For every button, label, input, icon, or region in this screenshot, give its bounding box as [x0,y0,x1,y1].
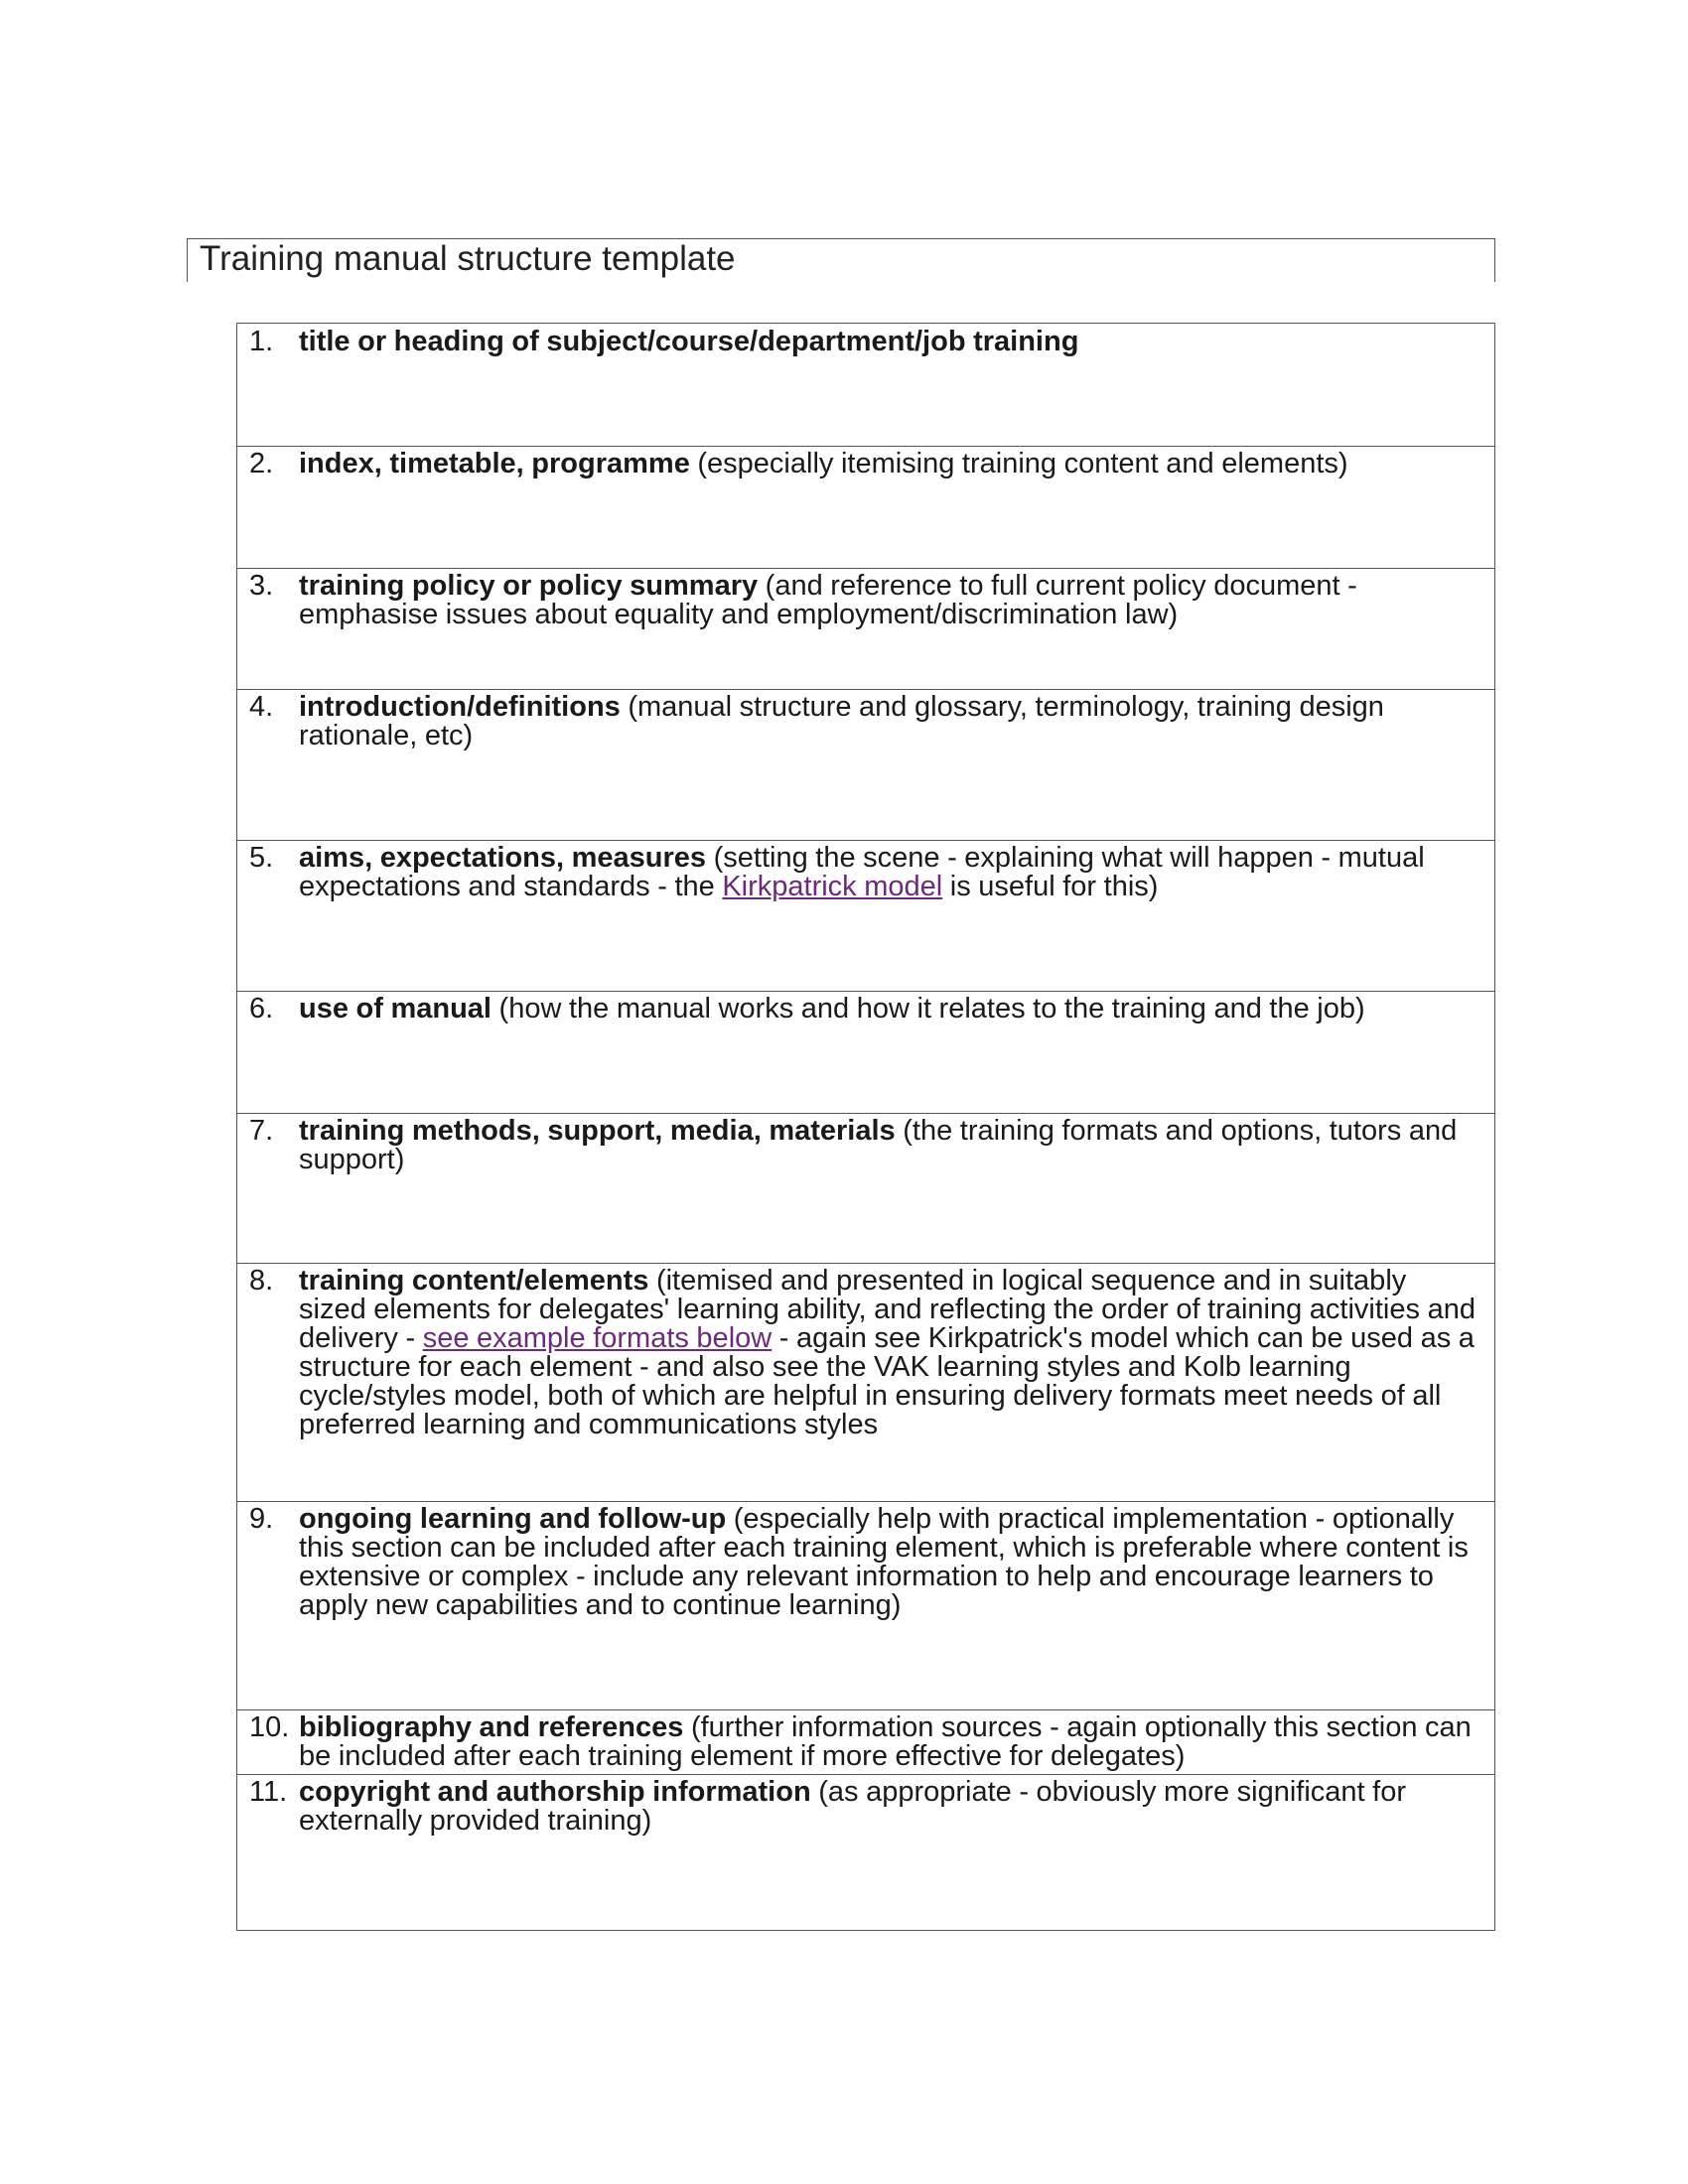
item-heading: ongoing learning and follow-up [299,1503,727,1535]
item-heading: index, timetable, programme [299,448,690,479]
item-text [299,693,1480,751]
table-row [237,840,1494,991]
item-number: 2. [249,448,274,479]
item-heading: training policy or policy summary [299,570,759,602]
item-number: 1. [249,326,274,357]
item-heading: title or heading of subject/course/department/job training [299,326,1079,357]
item-text [299,450,1480,478]
item-description: (further information sources - again optionally this section can be included after each training element if more effective for delegates) [299,1711,1472,1772]
table-row [237,446,1494,568]
item-number: 6. [249,993,274,1024]
item-description: (and reference to full current policy document - emphasise issues about equality and employment/discrimination law) [299,570,1357,630]
item-text [299,1713,1480,1771]
item-number: 7. [249,1115,274,1147]
table-row [237,689,1494,840]
table-row [237,1501,1494,1709]
item-number: 3. [249,570,274,602]
item-text [299,1117,1480,1174]
table-row [237,991,1494,1113]
title-box [187,238,1495,282]
item-text [299,1505,1480,1620]
item-number: 10. [249,1711,290,1743]
item-heading: training content/elements [299,1265,649,1297]
item-heading: copyright and authorship information [299,1776,811,1808]
item-heading: training methods, support, media, materials [299,1115,896,1147]
table-row [237,1709,1494,1774]
item-heading: introduction/definitions [299,691,621,723]
item-description: (especially help with practical implementation - optionally this section can be included after each training element, which is preferable where content is extensive or complex - include any relevant information to help and encourage learners to apply new capabilities and to continue learning) [299,1503,1469,1621]
page-title: Training manual structure template [200,239,736,278]
item-description-end: - again see Kirkpatrick's model which can be used as a structure for each element - and also see the VAK learning styles and Kolb learning cycle/styles model, both of which are helpful in ensuring delivery formats meet needs of all preferred learning and communications styles [299,1322,1475,1440]
item-number: 9. [249,1503,274,1535]
item-text [299,1267,1480,1439]
item-heading: aims, expectations, measures [299,842,707,874]
item-heading: use of manual [299,993,492,1024]
item-text [299,844,1480,901]
table-row [237,1263,1494,1501]
item-description: (manual structure and glossary, terminology, training design rationale, etc) [299,691,1384,751]
table-row [237,1113,1494,1263]
item-text [299,1778,1480,1836]
item-description: (itemised and presented in logical sequence and in suitably sized elements for delegates' learning ability, and reflecting the order of training activities and delivery - [299,1265,1476,1354]
structure-table [236,323,1495,1931]
example-formats-link[interactable]: see example formats below [422,1322,773,1354]
item-description: (setting the scene - explaining what will happen - mutual expectations and standards - the [299,842,1425,902]
item-text [299,328,1480,356]
item-heading: bibliography and references [299,1711,684,1743]
item-number: 8. [249,1265,274,1297]
table-row [237,568,1494,689]
kirkpatrick-model-link[interactable]: Kirkpatrick model [722,871,943,902]
item-number: 4. [249,691,274,723]
item-text [299,995,1480,1024]
item-description: (especially itemising training content and elements) [689,448,1348,479]
item-number: 5. [249,842,274,874]
table-row [237,1774,1494,1930]
item-text [299,572,1480,629]
table-row [237,324,1494,446]
item-description-end: is useful for this) [942,871,1159,902]
item-number: 11. [249,1776,288,1808]
item-description: (the training formats and options, tutors and support) [299,1115,1458,1175]
item-description: (how the manual works and how it relates to the training and the job) [492,993,1365,1024]
item-description: (as appropriate - obviously more significant for externally provided training) [299,1776,1406,1837]
